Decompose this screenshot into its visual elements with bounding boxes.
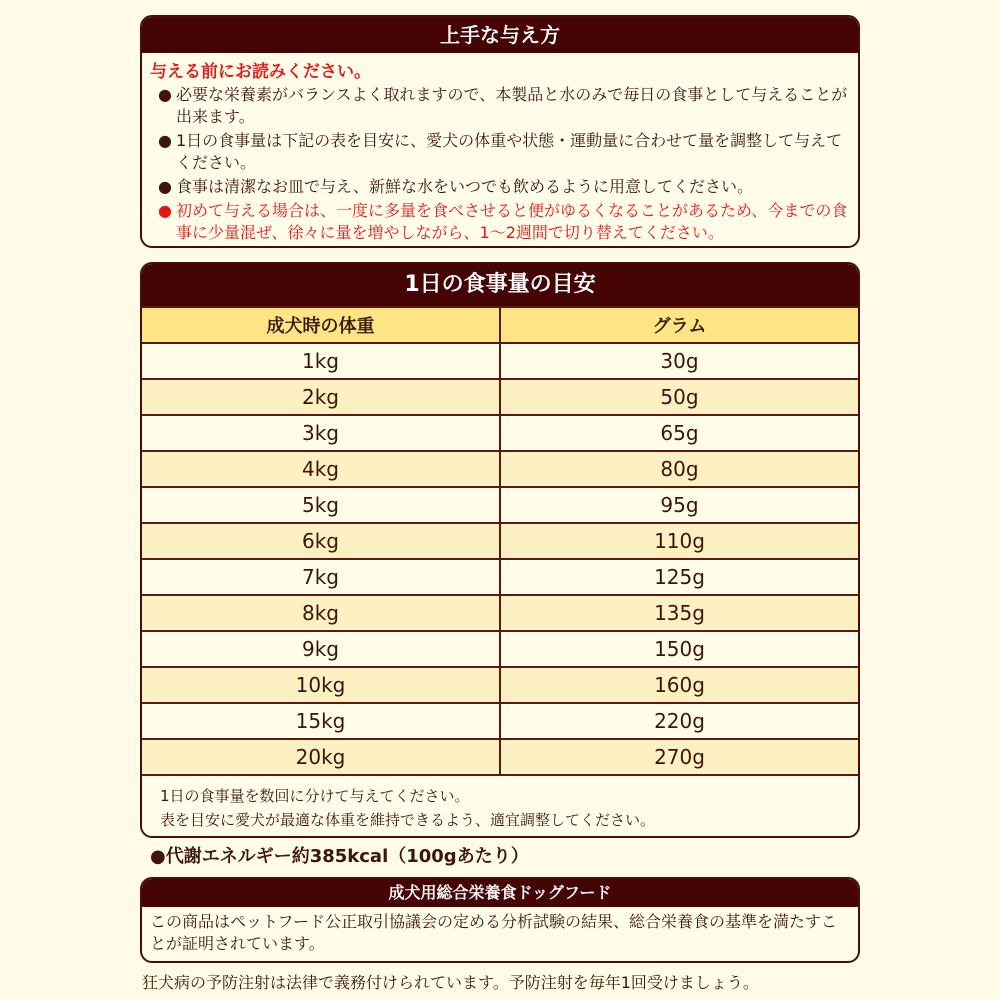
guide-bullet xyxy=(150,84,850,128)
weight-cell: 10kg xyxy=(142,667,500,703)
bullet-icon: ● xyxy=(158,85,172,104)
weight-cell: 20kg xyxy=(142,739,500,775)
daily-amount-title: 1日の食事量の目安 xyxy=(142,264,858,306)
bullet-text: 食事は清潔なお皿で与え、新鮮な水をいつでも飲めるように用意してください。 xyxy=(176,177,753,196)
bullet-text: 初めて与える場合は、一度に多量を食べさせると便がゆるくなることがあるため、今までの食事に少量混ぜ、徐々に量を増やしながら、1〜2週間で切り替えてください。 xyxy=(176,201,848,242)
grams-cell: 110g xyxy=(500,523,858,559)
energy-info: ●代謝エネルギー約385kcal（100gあたり） xyxy=(150,846,529,867)
grams-cell: 95g xyxy=(500,487,858,523)
table-row xyxy=(142,451,858,487)
feeding-table xyxy=(142,306,858,776)
guide-bullets xyxy=(142,84,858,244)
bullet-icon: ● xyxy=(158,177,172,196)
table-row xyxy=(142,739,858,775)
grams-cell: 220g xyxy=(500,703,858,739)
grams-cell: 30g xyxy=(500,343,858,379)
grams-cell: 125g xyxy=(500,559,858,595)
grams-cell: 270g xyxy=(500,739,858,775)
daily-amount-panel xyxy=(140,262,860,838)
weight-cell: 1kg xyxy=(142,343,500,379)
table-row xyxy=(142,379,858,415)
table-row xyxy=(142,631,858,667)
bullet-text: 1日の食事量は下記の表を目安に、愛犬の体重や状態・運動量に合わせて量を調整して与えてください。 xyxy=(176,131,843,172)
weight-cell: 5kg xyxy=(142,487,500,523)
weight-cell: 9kg xyxy=(142,631,500,667)
guide-bullet xyxy=(150,176,850,198)
grams-cell: 80g xyxy=(500,451,858,487)
table-notes xyxy=(142,776,858,838)
grams-cell: 50g xyxy=(500,379,858,415)
table-row xyxy=(142,343,858,379)
certification-body: この商品はペットフード公正取引協議会の定める分析試験の結果、総合栄養食の基準を満たすことが証明されています。 xyxy=(150,912,838,953)
table-row xyxy=(142,523,858,559)
weight-cell: 4kg xyxy=(142,451,500,487)
weight-column-header: 成犬時の体重 xyxy=(142,307,500,343)
note-line: 表を目安に愛犬が最適な体重を維持できるよう、適宜調整してください。 xyxy=(160,811,656,829)
table-row xyxy=(142,487,858,523)
weight-cell: 8kg xyxy=(142,595,500,631)
table-row xyxy=(142,559,858,595)
bullet-icon: ● xyxy=(158,131,172,150)
bullet-text: 必要な栄養素がバランスよく取れますので、本製品と水のみで毎日の食事として与えることが出来ます。 xyxy=(176,85,848,126)
certification-title: 成犬用総合栄養食ドッグフード xyxy=(142,879,858,907)
certification-panel xyxy=(140,877,860,963)
table-row xyxy=(142,415,858,451)
rabies-notice: 狂犬病の予防注射は法律で義務付けられています。予防注射を毎年1回受けましょう。 xyxy=(142,973,759,992)
weight-cell: 7kg xyxy=(142,559,500,595)
weight-cell: 3kg xyxy=(142,415,500,451)
feeding-guide-title: 上手な与え方 xyxy=(142,17,858,53)
table-row xyxy=(142,595,858,631)
table-row xyxy=(142,703,858,739)
guide-bullet xyxy=(150,130,850,174)
weight-cell: 6kg xyxy=(142,523,500,559)
guide-bullet xyxy=(150,200,850,244)
bullet-icon: ● xyxy=(158,201,172,220)
weight-cell: 2kg xyxy=(142,379,500,415)
grams-cell: 135g xyxy=(500,595,858,631)
weight-cell: 15kg xyxy=(142,703,500,739)
grams-cell: 150g xyxy=(500,631,858,667)
warning-title: 与える前にお読みください。 xyxy=(150,62,371,82)
grams-cell: 160g xyxy=(500,667,858,703)
table-row xyxy=(142,667,858,703)
note-line: 1日の食事量を数回に分けて与えてください。 xyxy=(160,787,470,805)
feeding-guide-panel xyxy=(140,15,860,248)
grams-cell: 65g xyxy=(500,415,858,451)
grams-column-header: グラム xyxy=(500,307,858,343)
